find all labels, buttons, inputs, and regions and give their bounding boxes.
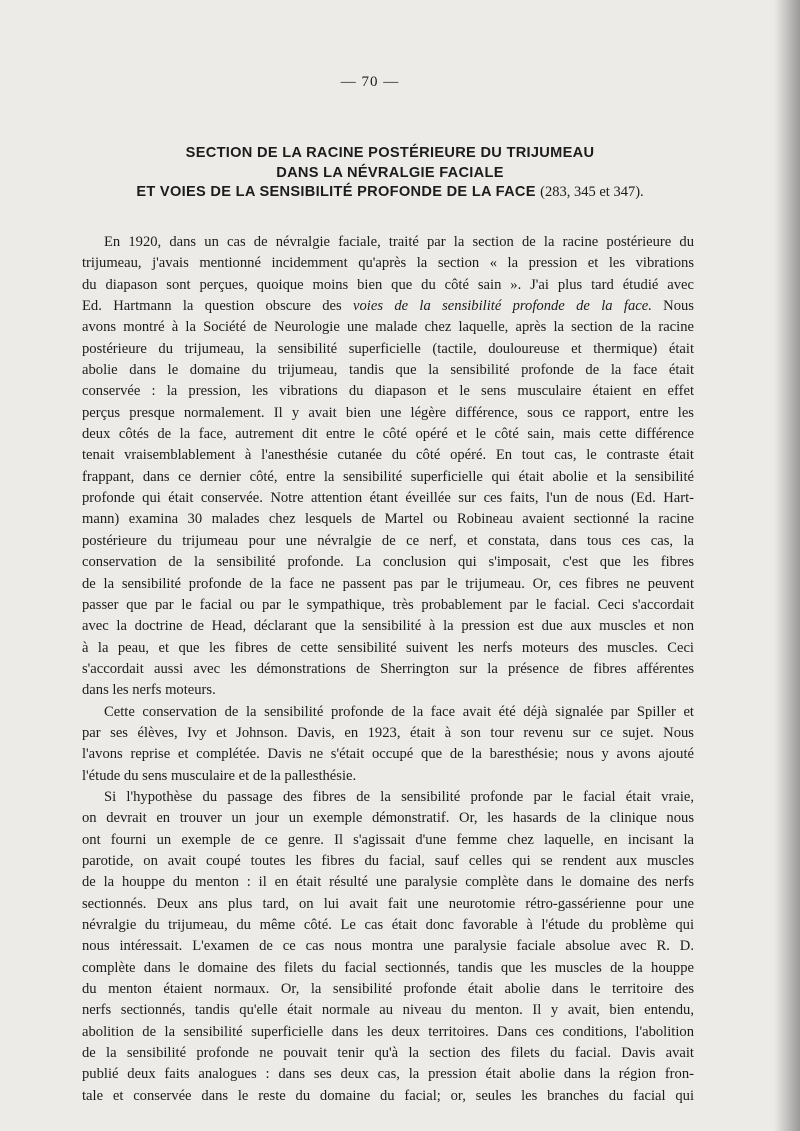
text-line: parotide, on avait coupé toutes les fibres du facial, sauf celles qui se rendent aux muscles xyxy=(82,852,694,869)
text-line: Cette conservation de la sensibilité profonde de la face avait été déjà signalée par Spiller et xyxy=(104,703,694,720)
text-line: s'accordait aussi avec les démonstrations de Sherrington sur la présence de fibres afférentes xyxy=(82,660,694,677)
text-line: on devrait en trouver un jour un exemple démonstratif. Or, les hasards de la clinique nous xyxy=(82,810,694,827)
page-edge-shadow xyxy=(774,0,800,1131)
text-line: à la peau, et que les fibres de cette sensibilité suivent les nerfs moteurs des muscles. Ceci xyxy=(82,639,694,656)
text-line: En 1920, dans un cas de névralgie faciale, traité par la section de la racine postérieure du xyxy=(104,234,694,250)
paragraph-1 xyxy=(82,232,694,702)
text-line: tenait vraisemblablement à l'anesthésie cutanée du côté opéré. En tout cas, le contraste était xyxy=(82,447,694,464)
title-references: (283, 345 et 347). xyxy=(540,184,644,200)
title-line-3-text: ET VOIES DE LA SENSIBILITÉ PROFONDE DE LA FACE xyxy=(136,184,536,200)
text-line: dans les nerfs moteurs. xyxy=(82,682,216,699)
text-line: trijumeau, j'avais mentionné incidemment qu'après la section « la pression et les vibrations xyxy=(82,255,694,272)
text-line: du diapason sont perçues, quoique moins bien que du côté sain ». J'ai plus tard étudié avec xyxy=(82,276,694,293)
paragraph-3 xyxy=(82,787,694,1107)
page-number: — 70 — xyxy=(340,74,400,90)
text-line: conservée : la pression, les vibrations du diapason et le sens musculaire étaient en effet xyxy=(82,383,694,400)
text-line: mann) examina 30 malades chez lesquels de Martel ou Robineau avaient sectionné la racine xyxy=(82,511,694,528)
text-line: ont fourni un exemple de ce genre. Il s'agissait d'une femme chez laquelle, en incisant la xyxy=(82,831,694,848)
text-line: avec la doctrine de Head, déclarant que la sensibilité à la pression est due aux muscles et non xyxy=(82,618,694,635)
text-line: par ses élèves, Ivy et Johnson. Davis, en 1923, était à son tour revenu sur ce sujet. Nous xyxy=(82,724,694,741)
text-line: avons montré à la Société de Neurologie une malade chez laquelle, après la section de la racine xyxy=(82,319,694,336)
paragraph-2 xyxy=(82,702,694,787)
title-line-1: SECTION DE LA RACINE POSTÉRIEURE DU TRIJUMEAU xyxy=(185,145,595,161)
text-line: nerfs sectionnés, tandis qu'elle était normale au niveau du menton. Il y avait, bien entendu, xyxy=(82,1002,694,1019)
text-line: perçus presque normalement. Il y avait bien une légère différence, sous ce rapport, entre les xyxy=(82,404,694,421)
text-line: abolition de la sensibilité superficielle dans les deux territoires. Dans ces conditions, l'abolition xyxy=(82,1023,694,1040)
text-line: conservation de la sensibilité profonde. La conclusion qui s'imposait, c'est que les fibres xyxy=(82,554,694,571)
text-line xyxy=(82,296,694,317)
body-text xyxy=(82,232,694,1107)
text-line: du menton étaient normaux. Or, la sensibilité profonde était abolie dans le territoire des xyxy=(82,981,694,998)
text-line: nous intéressait. L'examen de ce cas nous montra une paralysie faciale absolue avec R. D. xyxy=(82,938,694,955)
text-line: l'étude du sens musculaire et de la pallesthésie. xyxy=(82,767,357,784)
title-line-3 xyxy=(58,183,722,203)
text-line: Si l'hypothèse du passage des fibres de la sensibilité profonde par le facial était vraie, xyxy=(104,788,694,805)
section-title xyxy=(58,144,722,203)
text-line: de la sensibilité profonde ne pouvait tenir qu'à la section des filets du facial. Davis avait xyxy=(82,1045,694,1062)
text-line: tale et conservée dans le reste du domaine du facial; or, seules les branches du facial qui xyxy=(82,1087,694,1104)
text-line: frappant, dans ce dernier côté, entre la sensibilité superficielle qui était abolie et la sensibilité xyxy=(82,468,694,485)
text-line: complète dans le domaine des filets du facial sectionnés, tandis que les muscles de la houppe xyxy=(82,959,694,976)
text-line: sectionnés. Deux ans plus tard, on lui avait fait une neurotomie rétro-gassérienne pour une xyxy=(82,895,694,912)
text-line: l'avons reprise et complétée. Davis ne s'était occupé que de la baresthésie; nous y avons ajouté xyxy=(82,746,694,763)
text-line: de la sensibilité profonde de la face ne passent pas par le trijumeau. Or, ces fibres ne peuvent xyxy=(82,575,694,592)
text-line: névralgie du trijumeau, du même côté. Le cas était donc favorable à l'étude du problème qui xyxy=(82,917,694,933)
text-line: postérieure du trijumeau pour une névralgie de ce nerf, et constata, dans tous ces cas, la xyxy=(82,532,694,549)
text-fragment: Ed. Hartmann la question obscure des xyxy=(82,298,342,315)
text-line: postérieure du trijumeau, la sensibilité superficielle (tactile, douloureuse et thermique) était xyxy=(82,340,694,357)
text-fragment: Nous xyxy=(663,298,694,315)
text-line: publié deux faits analogues : dans ses deux cas, la pression était abolie dans la région fron- xyxy=(82,1066,694,1083)
title-line-2: DANS LA NÉVRALGIE FACIALE xyxy=(276,164,504,181)
text-line: abolie dans le domaine du trijumeau, tandis que la sensibilité profonde de la face était xyxy=(82,362,694,379)
italic-phrase: voies de la sensibilité profonde de la face. xyxy=(353,298,652,315)
text-line: de la houppe du menton : il en était résulté une paralysie complète dans le domaine des nerfs xyxy=(82,874,694,891)
text-line: passer que par le facial ou par le sympathique, très probablement par le facial. Ceci s'accordait xyxy=(82,596,694,613)
text-line: profonde qui était conservée. Notre attention étant éveillée sur ces faits, l'un de nous (Ed. Hart- xyxy=(82,490,694,507)
text-line: deux côtés de la face, autrement dit entre le côté opéré et le côté sain, mais cette différence xyxy=(82,426,694,443)
